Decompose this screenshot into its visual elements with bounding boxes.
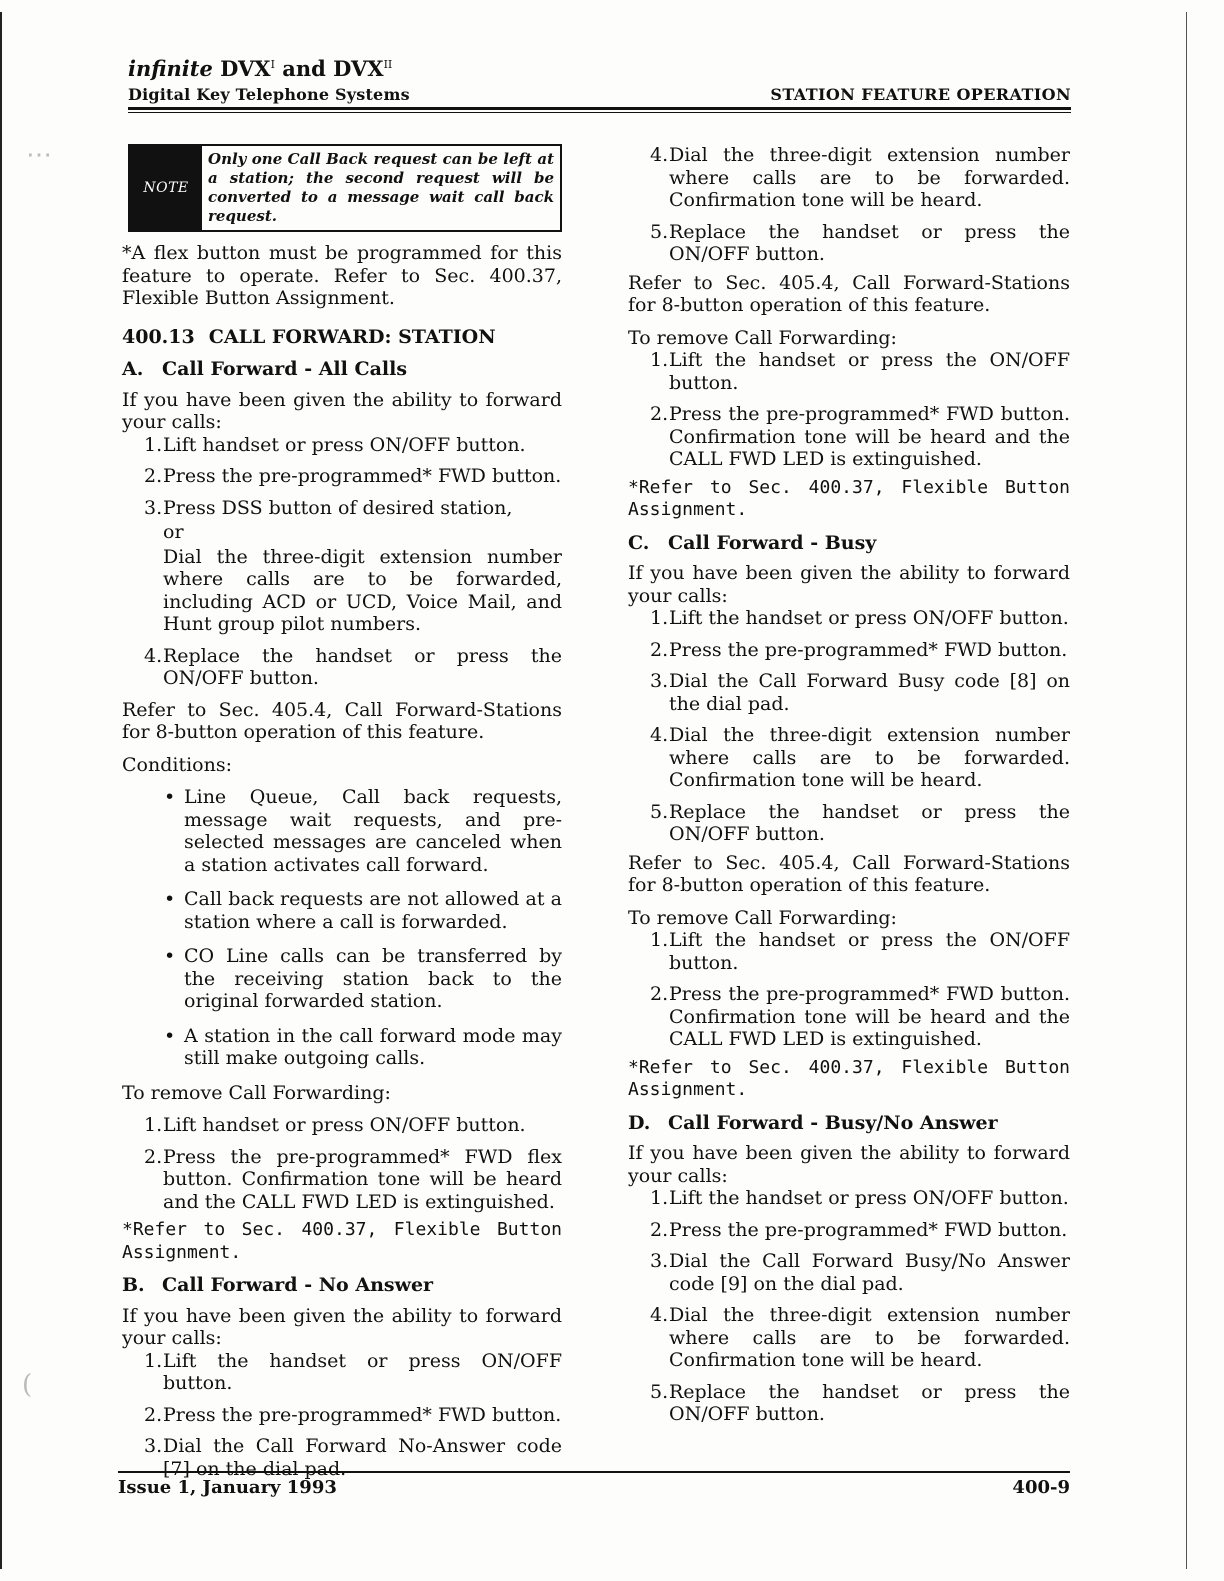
section-number: 400.13 [122,325,195,348]
scan-mark-top: ⋯ [26,140,52,170]
step-text: Dial the Call Forward Busy/No Answer code [9] on the dial pad. [669,1250,1070,1295]
step-text: Replace the handset or press the ON/OFF button. [163,644,562,689]
conditions-list [122,786,562,1070]
issue-date: Issue 1, January 1993 [118,1477,337,1498]
step-text: Lift handset or press ON/OFF button. [163,1114,526,1136]
step-number: 4. [650,1304,669,1326]
note-text: Only one Call Back request can be left at a station; the second request will be converted to a message wait call back request. [208,150,554,225]
remove-forwarding-refer: *Refer to Sec. 400.37, Flexible Button Assignment. [122,1219,562,1263]
list-item [628,801,1070,846]
step-text: Lift the handset or press the ON/OFF button. [669,349,1070,394]
list-item [122,434,562,457]
page-header [128,56,1071,113]
brand-dvx2: DVX [333,56,384,81]
step-text: Dial the Call Forward Busy code [8] on the dial pad. [669,670,1070,715]
subsection-b-heading [122,1274,562,1297]
step-number: 2. [650,403,669,425]
step-number: 2. [650,638,669,661]
subsection-c-refer: Refer to Sec. 405.4, Call Forward-Stations for 8-button operation of this feature. [628,851,1070,896]
subsection-b-intro: If you have been given the ability to forward your calls: [122,1304,562,1349]
step-text: Press the pre-programmed* FWD button. [669,1218,1068,1241]
bullet-icon: • [164,945,176,967]
conditions-label: Conditions: [122,753,232,776]
step-number: 4. [650,144,669,166]
list-item [628,1381,1070,1426]
subsection-a-steps [122,434,562,690]
subsection-c-remove-refer: *Refer to Sec. 400.37, Flexible Button Assignment. [628,1056,1070,1100]
list-item [122,1350,562,1395]
list-item [628,639,1070,662]
subsection-b-remove-label: To remove Call Forwarding: [628,326,897,349]
step-number: 1. [144,1114,163,1136]
subsection-b-steps-continued [628,144,1070,266]
brand-dvx1: DVX [220,56,271,81]
step-number: 5. [650,800,669,823]
step-number: 5. [650,220,669,243]
subsection-a-heading [122,358,562,381]
header-rule [128,107,1071,110]
list-item [628,1250,1070,1295]
subsection-c-letter: C. [628,531,650,554]
step-text: Press the pre-programmed* FWD button. [163,1403,562,1426]
list-item [628,607,1070,630]
brand-title [128,56,1071,81]
subsection-b-steps [122,1350,562,1481]
bullet-icon: • [164,1024,176,1047]
step-number: 2. [144,1403,163,1426]
step-number: 1. [650,1187,669,1209]
subsection-c-remove-steps [628,929,1070,1051]
list-item [164,888,562,933]
subsection-b-remove-steps [628,349,1070,471]
list-item [628,1187,1070,1210]
page-edge-left [0,12,2,1569]
list-item [628,221,1070,266]
step-text: Dial the three-digit extension number where calls are to be forwarded. Confirmation tone will be heard. [669,1304,1070,1371]
step-text: Press the pre-programmed* FWD button. [163,465,562,487]
step-number: 2. [144,1145,163,1168]
step-number: 1. [144,433,163,456]
subsection-b-letter: B. [122,1274,145,1296]
page-edge-right [1186,12,1187,1569]
section-heading [122,326,562,349]
condition-text: Line Queue, Call back requests, message wait requests, and pre-selected messages are canceled when a station activates call forward. [184,786,562,876]
subsection-b-refer: Refer to Sec. 405.4, Call Forward-Stations for 8-button operation of this feature. [628,271,1070,316]
condition-text: A station in the call forward mode may still make outgoing calls. [184,1024,562,1069]
step-number: 1. [650,349,669,371]
page-footer [118,1471,1070,1498]
header-subtitle: Digital Key Telephone Systems [128,85,410,104]
step-or: or [163,521,184,543]
subsection-d-intro: If you have been given the ability to forward your calls: [628,1142,1070,1187]
list-item [122,1114,562,1137]
step-text: Replace the handset or press the ON/OFF button. [669,1380,1070,1425]
list-item [628,349,1070,394]
step-number: 2. [650,1218,669,1241]
step-text: Replace the handset or press the ON/OFF button. [669,220,1070,265]
step-number: 5. [650,1380,669,1403]
list-item [628,983,1070,1051]
step-text: Press DSS button of desired station, [163,496,513,519]
subsection-c-remove-label: To remove Call Forwarding: [628,906,897,929]
remove-forwarding-steps [122,1114,562,1213]
step-text: Dial the three-digit extension number where calls are to be forwarded. Confirmation tone will be heard. [669,144,1070,211]
step-text: Replace the handset or press the ON/OFF button. [669,800,1070,845]
step-number: 4. [650,724,669,746]
brand-sup1: I [270,58,275,71]
list-item [122,645,562,690]
step-text: Lift the handset or press ON/OFF button. [669,1187,1069,1209]
condition-text: CO Line calls can be transferred by the receiving station back to the original forwarded station. [184,945,562,1012]
right-column [628,144,1070,1435]
subsection-d-steps [628,1187,1070,1426]
list-item [628,144,1070,212]
list-item [628,929,1070,974]
step-text: Dial the Call Forward No-Answer code [7] on the dial pad. [163,1435,562,1480]
step-number: 1. [650,607,669,629]
step-number: 1. [650,929,669,951]
list-item [122,1404,562,1427]
step-text: Press the pre-programmed* FWD button. Confirmation tone will be heard and the CALL FWD LED is extinguished. [669,983,1070,1050]
list-item [164,945,562,1013]
subsection-d-title: Call Forward - Busy/No Answer [668,1111,998,1134]
subsection-a-intro: If you have been given the ability to forward your calls: [122,388,562,433]
condition-text: Call back requests are not allowed at a station where a call is forwarded. [184,888,562,933]
page-number: 400-9 [1012,1477,1070,1498]
list-item [628,724,1070,792]
step-text: Lift the handset or press the ON/OFF button. [669,929,1070,974]
section-name: CALL FORWARD: STATION [208,325,496,348]
subsection-a-title: Call Forward - All Calls [162,358,408,380]
header-rule-thin [128,112,1071,113]
list-item [122,1146,562,1214]
bullet-icon: • [164,888,176,910]
step-text: Lift handset or press ON/OFF button. [163,433,526,456]
list-item [122,465,562,488]
step-number: 2. [144,465,163,487]
step-text: Press the pre-programmed* FWD button. [669,638,1068,661]
subsection-c-steps [628,607,1070,846]
list-item [628,1304,1070,1372]
step-text: Press the pre-programmed* FWD flex button. Confirmation tone will be heard and the CALL FWD LED is extinguished. [163,1145,562,1213]
scan-mark-bottom: ( [22,1370,33,1400]
step-number: 1. [144,1349,163,1372]
brand-sup2: II [383,58,393,71]
brand-and: and [282,56,326,81]
subsection-b-title: Call Forward - No Answer [162,1274,434,1296]
subsection-c-title: Call Forward - Busy [668,531,877,554]
step-number: 4. [144,644,163,667]
list-item [164,786,562,876]
step-number: 3. [650,1250,669,1272]
step-number: 3. [144,496,163,519]
subsection-a-refer: Refer to Sec. 405.4, Call Forward-Stations for 8-button operation of this feature. [122,698,562,743]
step-number: 3. [144,1435,163,1457]
subsection-a-letter: A. [122,358,144,380]
step-number: 2. [650,983,669,1005]
subsection-d-heading [628,1112,1070,1135]
left-column [122,144,562,1489]
remove-forwarding-label: To remove Call Forwarding: [122,1081,391,1104]
footer-rule [118,1471,1070,1473]
step-text: Press the pre-programmed* FWD button. Confirmation tone will be heard and the CALL FWD LED is extinguished. [669,403,1070,470]
list-item [628,1219,1070,1242]
step-text: Dial the three-digit extension number where calls are to be forwarded. Confirmation tone will be heard. [669,724,1070,791]
list-item [628,670,1070,715]
header-section-title: STATION FEATURE OPERATION [770,85,1071,104]
brand-italic: infinite [128,56,213,81]
subsection-c-intro: If you have been given the ability to forward your calls: [628,562,1070,607]
list-item [122,497,562,636]
flex-button-note: *A flex button must be programmed for this feature to operate. Refer to Sec. 400.37, Flexible Button Assignment. [122,242,562,309]
step-alt-text: Dial the three-digit extension number where calls are to be forwarded, including ACD or UCD, Voice Mail, and Hunt group pilot numbers. [163,545,562,635]
bullet-icon: • [164,786,176,808]
note-label: NOTE [130,146,202,230]
step-number: 3. [650,670,669,692]
step-text: Lift the handset or press ON/OFF button. [163,1349,562,1394]
subsection-b-remove-refer: *Refer to Sec. 400.37, Flexible Button Assignment. [628,476,1070,520]
list-item [164,1025,562,1070]
list-item [628,403,1070,471]
subsection-d-letter: D. [628,1111,651,1134]
note-box [128,144,562,232]
step-text: Lift the handset or press ON/OFF button. [669,607,1069,629]
subsection-c-heading [628,532,1070,555]
